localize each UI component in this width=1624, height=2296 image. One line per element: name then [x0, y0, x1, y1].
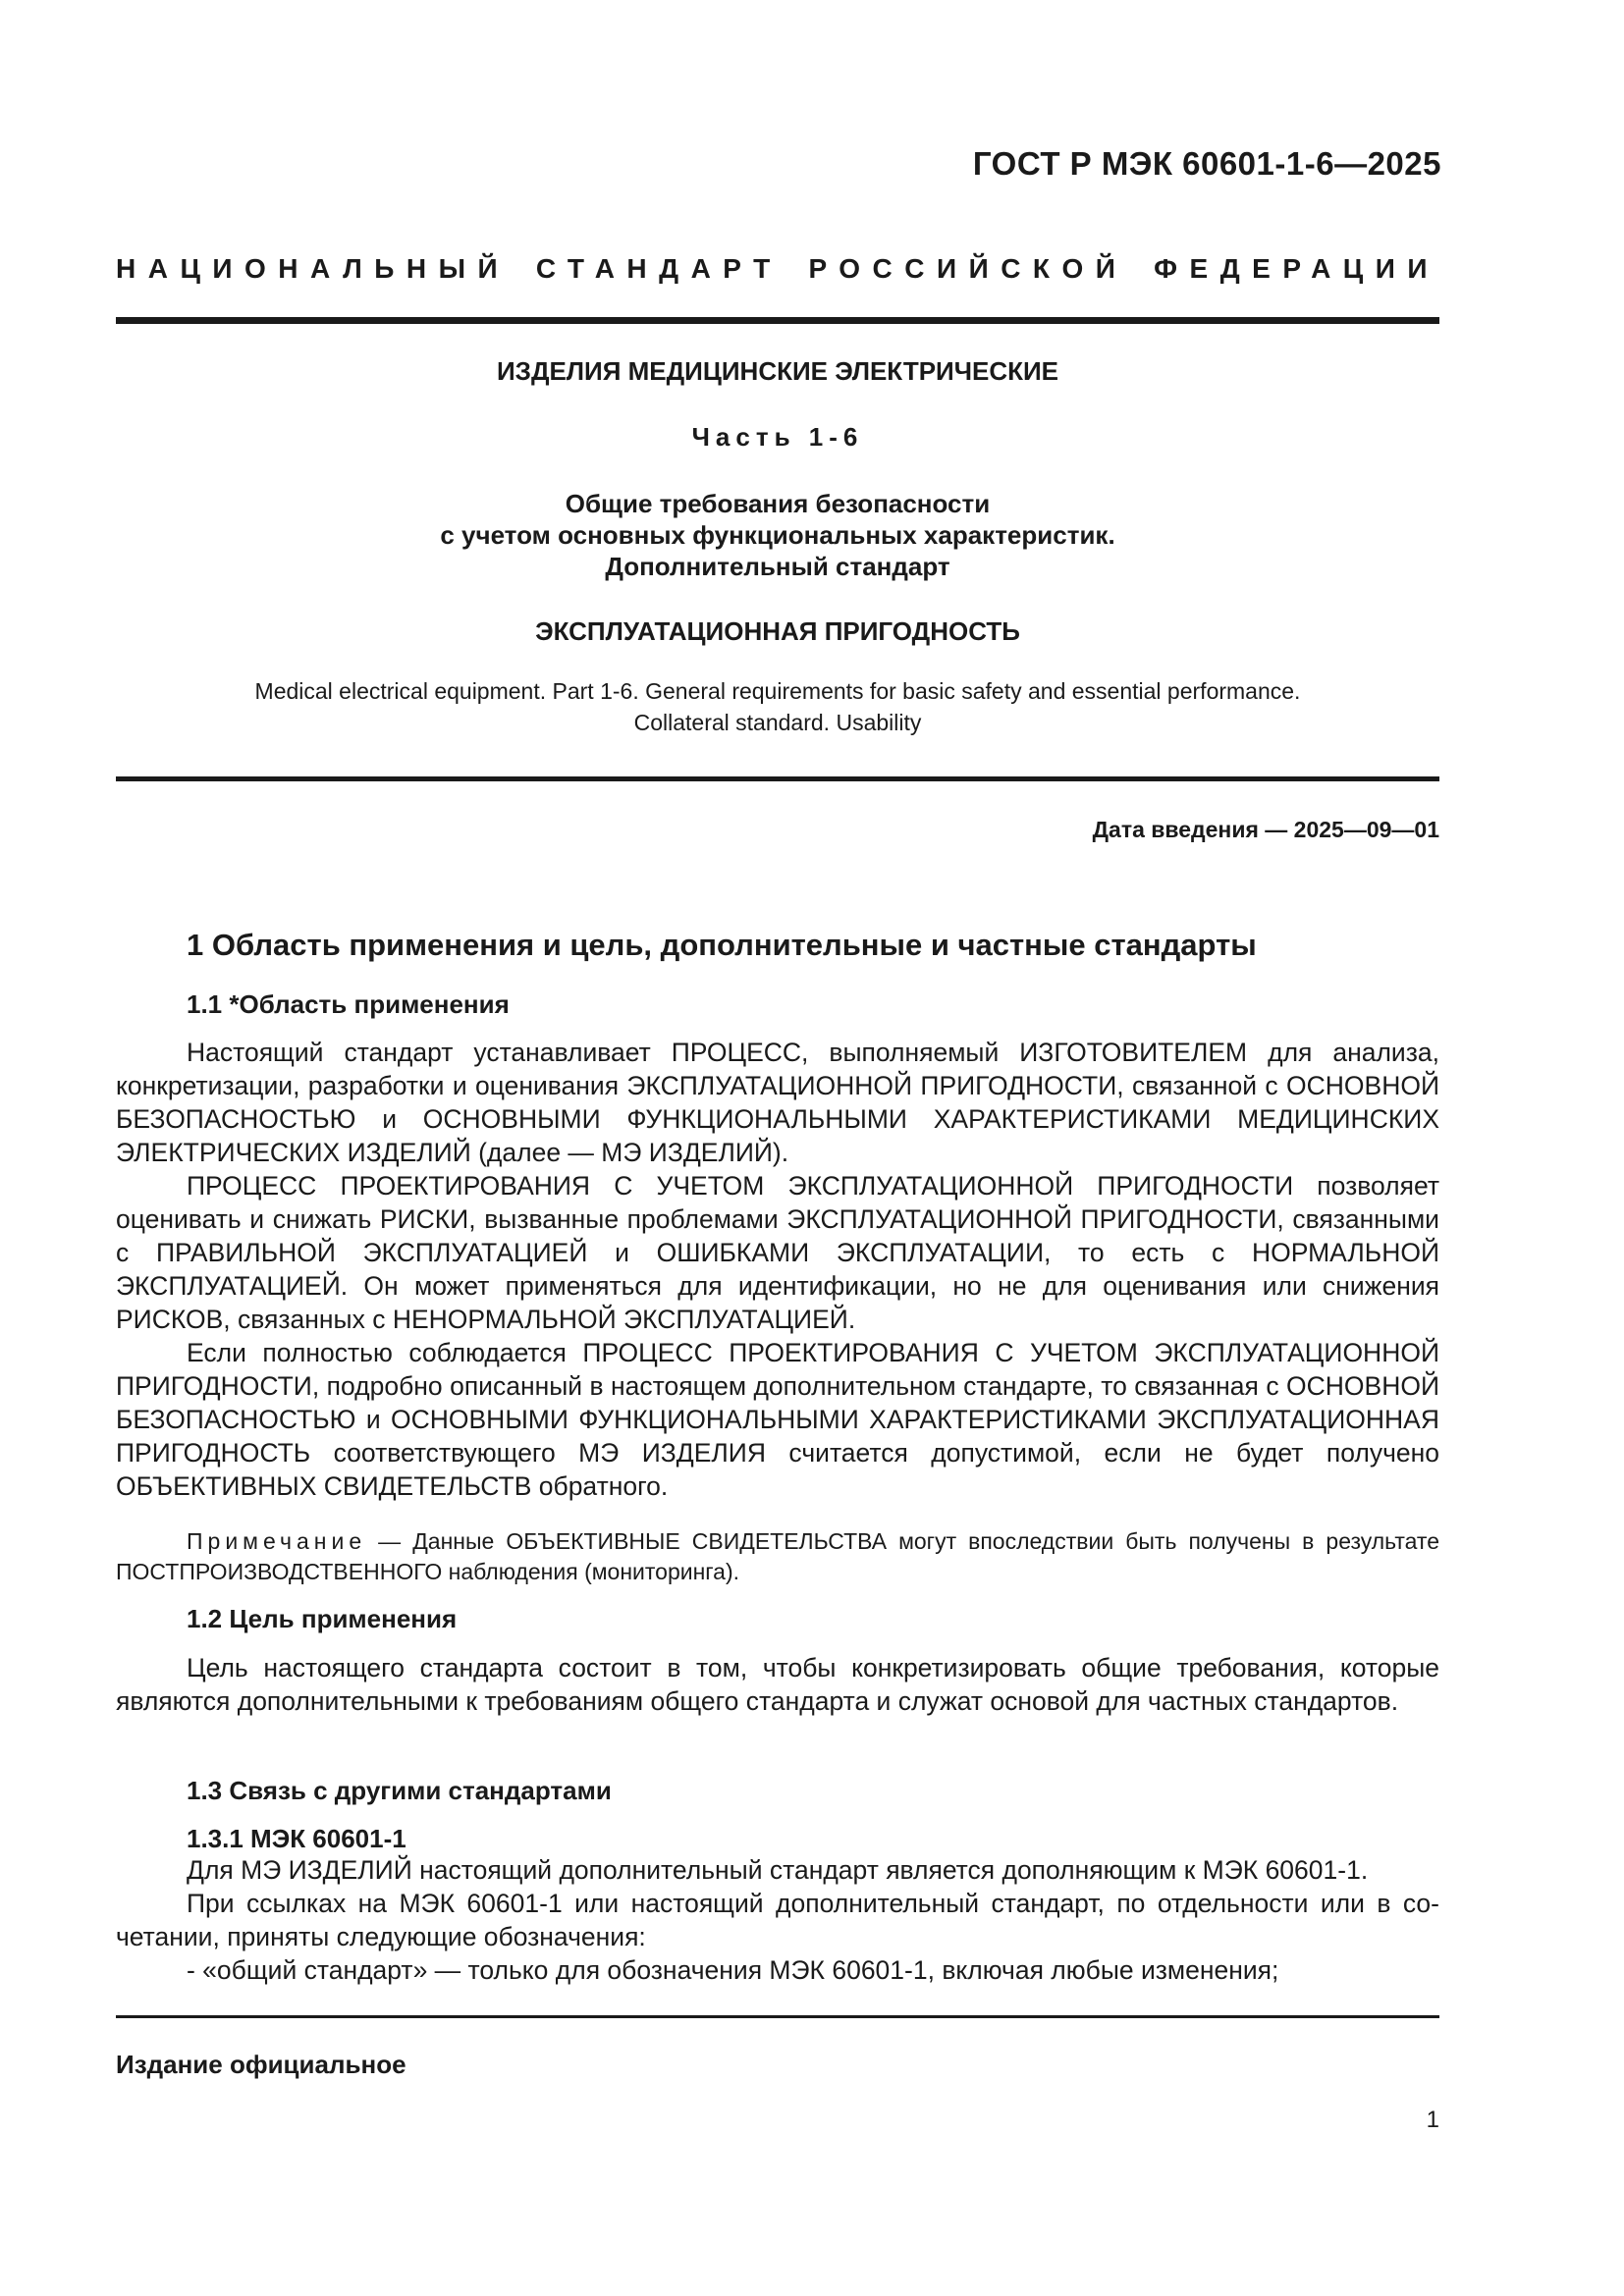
- subtitle-line-3: Дополнительный стандарт: [605, 552, 950, 581]
- title-divider: [116, 776, 1439, 781]
- section-1-2-heading: 1.2 Цель применения: [187, 1604, 458, 1633]
- section-1-3-1-list-item-1: - «общий стандарт» — только для обозначения МЭК 60601-1, включая любые изменения;: [187, 1955, 1279, 1985]
- subtitle-line-2: с учетом основных функциональных характеристик.: [440, 520, 1115, 550]
- note-label: Примечание: [187, 1528, 367, 1554]
- section-1-3-heading: 1.3 Связь с другими стандартами: [187, 1776, 612, 1805]
- section-1-1-paragraph-2: ПРОЦЕСС ПРОЕКТИРОВАНИЯ С УЧЕТОМ ЭКСПЛУАТАЦИОННОЙ ПРИГОДНОСТИ позволяет оценивать и снижать РИСКИ, вызванные проблемами ЭКСПЛУАТАЦИОННОЙ ПРИГОДНОСТИ, связанными с ПРАВИЛЬНОЙ ЭКСПЛУАТАЦИЕЙ и ОШИБКАМИ ЭКСПЛУАТАЦИИ, то есть с НОРМАЛЬНОЙ ЭКСПЛУАТАЦИЕЙ. Он может применяться для идентификации, но не для оценивания или снижения РИСКОВ, связанных с НЕНОРМАЛЬНОЙ ЭКСПЛУАТАЦИЕЙ.: [116, 1171, 1439, 1334]
- subtitle-line-1: Общие требования безопасности: [565, 489, 991, 518]
- footer-divider: [116, 2015, 1439, 2018]
- english-title-line-2: Collateral standard. Usability: [633, 710, 922, 735]
- official-edition-label: Издание официальное: [116, 2050, 406, 2079]
- section-1-2-paragraph-1: Цель настоящего стандарта состоит в том, чтобы конкретизировать общие требования, которые являются дополнительными к требованиям общего стандарта и служат основой для частных стандартов.: [116, 1653, 1439, 1716]
- section-1-1-note: [116, 1526, 1439, 1587]
- standard-topic: ЭКСПЛУАТАЦИОННАЯ ПРИГОДНОСТЬ: [535, 616, 1020, 646]
- standard-title: ИЗДЕЛИЯ МЕДИЦИНСКИЕ ЭЛЕКТРИЧЕСКИЕ: [496, 356, 1059, 386]
- note-text: — Данные ОБЪЕКТИВНЫЕ СВИДЕТЕЛЬСТВА могут впоследствии быть получены в результате ПОСТПРОИЗВОДСТВЕННОГО наблюдения (мониторинга).: [116, 1528, 1439, 1584]
- section-1-3-1-heading: 1.3.1 МЭК 60601-1: [187, 1824, 406, 1853]
- section-1-1-paragraph-3: Если полностью соблюдается ПРОЦЕСС ПРОЕКТИРОВАНИЯ С УЧЕТОМ ЭКСПЛУАТАЦИОННОЙ ПРИГОДНОСТИ, подробно описанный в настоящем дополнительном стандарте, то связанная с ОСНОВНОЙ БЕЗОПАСНОСТЬЮ и ОСНОВНЫМИ ФУНКЦИОНАЛЬНЫМИ ХАРАКТЕРИСТИКАМИ ЭКСПЛУАТАЦИОННАЯ ПРИГОДНОСТЬ соответствующего МЭ ИЗДЕЛИЯ считается допустимой, если не будет получено ОБЪЕКТИВНЫХ СВИДЕТЕЛЬСТВ обратного.: [116, 1338, 1439, 1501]
- introduction-date: Дата введения — 2025—09—01: [1092, 817, 1439, 842]
- english-title-line-1: Medical electrical equipment. Part 1-6. General requirements for basic safety and essential performance.: [254, 678, 1301, 704]
- page-number: 1: [1426, 2107, 1439, 2133]
- document-code: ГОСТ Р МЭК 60601-1-6—2025: [972, 145, 1441, 182]
- section-1-1-heading: 1.1 *Область применения: [187, 989, 510, 1019]
- standard-part: Часть 1-6: [691, 422, 864, 452]
- national-standard-banner: НАЦИОНАЛЬНЫЙ СТАНДАРТ РОССИЙСКОЙ ФЕДЕРАЦИИ: [116, 253, 1439, 284]
- section-1-3-1-paragraph-2: При ссылках на МЭК 60601-1 или настоящий дополнительный стандарт, по отдельности или в сочетании, приняты следующие обозначения:: [116, 1889, 1439, 1951]
- section-1-3-1-paragraph-1: Для МЭ ИЗДЕЛИЙ настоящий дополнительный стандарт является дополняющим к МЭК 60601-1.: [187, 1855, 1369, 1885]
- section-1-1-paragraph-1: Настоящий стандарт устанавливает ПРОЦЕСС, выполняемый ИЗГОТОВИТЕЛЕМ для анализа, конкретизации, разработки и оценивания ЭКСПЛУАТАЦИОННОЙ ПРИГОДНОСТИ, связанной с ОСНОВНОЙ БЕЗОПАСНОСТЬЮ и ОСНОВНЫМИ ФУНКЦИОНАЛЬНЫМИ ХАРАКТЕРИСТИКАМИ МЕДИЦИНСКИХ ЭЛЕКТРИЧЕСКИХ ИЗДЕЛИЙ (далее — МЭ ИЗДЕЛИЙ).: [116, 1038, 1439, 1167]
- header-divider: [116, 317, 1439, 324]
- section-1-heading: 1 Область применения и цель, дополнительные и частные стандарты: [187, 928, 1257, 962]
